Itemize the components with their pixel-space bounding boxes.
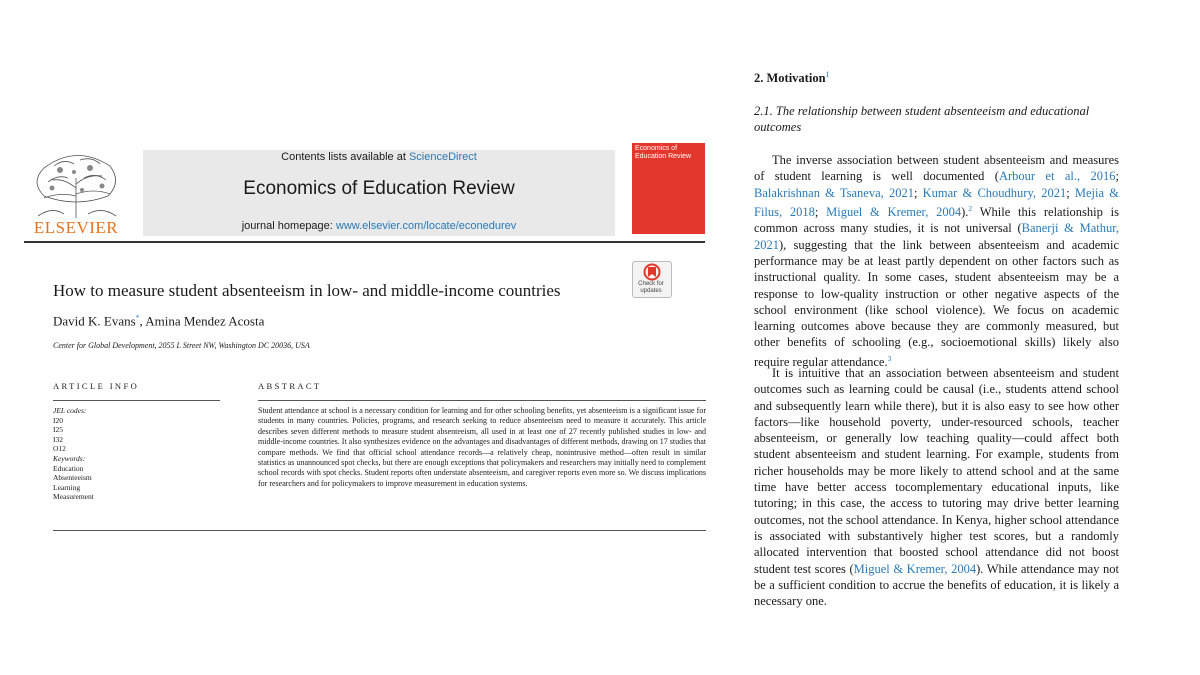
contents-prefix: Contents lists available at xyxy=(281,151,409,163)
paragraph-2 xyxy=(754,365,1119,609)
text-run: The inverse association between student absenteeism and measures of student learning is well documented ( xyxy=(754,153,1119,184)
keyword: Education xyxy=(53,463,84,473)
check-for-updates-label[interactable]: Check for updates xyxy=(638,281,664,294)
contents-line xyxy=(143,151,615,163)
section-title: 2. Motivation xyxy=(754,71,826,86)
article-info-heading: ARTICLE INFO xyxy=(53,381,140,391)
cover-title: Economics of Education Review xyxy=(635,145,692,160)
text-run: ). While attendance may not be a sufficient condition to accrue the benefits of education, it is likely a necessary one. xyxy=(754,561,1119,609)
jel-code: I25 xyxy=(53,425,63,435)
article-info-rule xyxy=(53,400,220,401)
sciencedirect-link[interactable]: ScienceDirect xyxy=(408,151,477,163)
keyword: Absenteeism xyxy=(53,473,92,483)
section-heading xyxy=(754,70,830,86)
affiliation: Center for Global Development, 2055 L Street NW, Washington DC 20036, USA xyxy=(53,341,310,350)
text-run: ). xyxy=(961,205,969,220)
keyword: Learning xyxy=(53,482,81,492)
paragraph-1 xyxy=(754,152,1119,370)
citation-link[interactable]: Balakrishnan & Tsaneva, 2021 xyxy=(754,185,914,200)
jel-label: JEL codes: xyxy=(53,406,87,415)
citation-link[interactable]: Kumar & Choudhury, 2021 xyxy=(922,185,1067,200)
abstract-rule xyxy=(258,400,706,401)
citation-link[interactable]: Banerji & Mathur, 2021 xyxy=(754,221,1120,252)
text-run: It is intuitive that an association between absenteeism and student outcomes such as learning could be causal (i.e., students attend school and subsequently learn while there), but it is also easy to see how other factors—like household poverty, under-resourced schools, teacher absenteeism, or generally low teaching quality—could affect both student absenteeism and student learning. For example, students from richer households may be more likely to attend school and at the same time have better access tocomplementary educational inputs, like tutoring; in this case, the access to tutoring may drive better learning outcomes, not the school attendance. In Kenya, higher school attendance is associated with substantively higher test scores, but a randomly allocated intervention that boosted school attendance did not boost student test scores ( xyxy=(754,366,1119,576)
homepage-prefix: journal homepage: xyxy=(241,220,336,232)
footnote-link[interactable]: 1 xyxy=(825,70,830,79)
text-run: ), suggesting that the link between absenteeism and academic performance may be at least partly dependent on other factors such as instructional quality. In some cases, student absenteeism may be a response to low-quality instruction or other negative aspects of the school environment (like school violence). We focus on academic learning outcomes above because they are commonly measured, but other benefits of schooling (e.g., socioemotional skills) likely also require regular attendance. xyxy=(754,237,1119,369)
citation-link[interactable]: Miguel & Kremer, 2004 xyxy=(853,561,977,576)
journal-title: Economics of Education Review xyxy=(243,178,515,199)
abstract-heading: ABSTRACT xyxy=(258,381,322,391)
jel-code: I32 xyxy=(53,434,63,444)
article-info-list xyxy=(53,406,94,502)
text-run: ; xyxy=(814,205,827,220)
jel-code: I20 xyxy=(53,415,63,425)
text-run: ; xyxy=(1066,185,1075,200)
keyword: Measurement xyxy=(53,492,94,502)
abstract-bottom-rule xyxy=(53,530,706,531)
text-run: ; xyxy=(913,185,923,200)
homepage-line xyxy=(143,220,615,232)
text-run: ; xyxy=(1115,169,1119,184)
subsection-heading: 2.1. The relationship between student absenteeism and educational outcomes xyxy=(754,104,1090,134)
citation-link[interactable]: Arbour et al., 2016 xyxy=(998,169,1116,184)
homepage-link[interactable]: www.elsevier.com/locate/econedurev xyxy=(335,220,517,232)
publisher-name: ELSEVIER xyxy=(33,218,119,237)
citation-link[interactable]: Miguel & Kremer, 2004 xyxy=(826,205,962,220)
article-title: How to measure student absenteeism in low- and middle-income countries xyxy=(53,281,561,300)
footnote-link[interactable]: 2 xyxy=(968,203,973,213)
citation-link[interactable]: Mejia & Filus, 2018 xyxy=(754,185,1119,220)
author-mendez[interactable]: , Amina Mendez Acosta xyxy=(139,313,265,329)
keywords-label: Keywords: xyxy=(53,453,86,463)
author-evans[interactable]: David K. Evans xyxy=(53,313,136,329)
bookmark-icon xyxy=(633,262,671,282)
abstract-text: Student attendance at school is a necessary condition for learning and for other schooling benefits, yet absenteeism is a significant issue for students in many countries. Policies, programs, and research seeking to reduce absenteeism need to measure it accurately. This article describes seven different methods to measure student absenteeism, all used in at least one of 27 recently published studies in low- and middle-income countries. It also synthesizes evidence on the advantages and disadvantages of different methods, drawing on 17 studies that compare methods. We find that official school attendance records—a relatively cheap, nonintrusive method—often result in similar statistics as unannounced spot checks, but there are enough exceptions that policymakers and researchers may initially need to complement school records with spot checks. Student reports often understate absenteeism, and caregiver reports even more so. We discuss implications for researchers and for policymakers to improve measurement in education systems. xyxy=(258,406,706,488)
jel-code: O12 xyxy=(53,444,66,454)
footnote-link[interactable]: 3 xyxy=(887,353,892,363)
author-mark[interactable]: * xyxy=(135,313,140,322)
authors xyxy=(53,313,264,329)
header-rule xyxy=(24,241,705,243)
text-run: While this relationship is common across many studies, it is not universal ( xyxy=(754,205,1119,236)
